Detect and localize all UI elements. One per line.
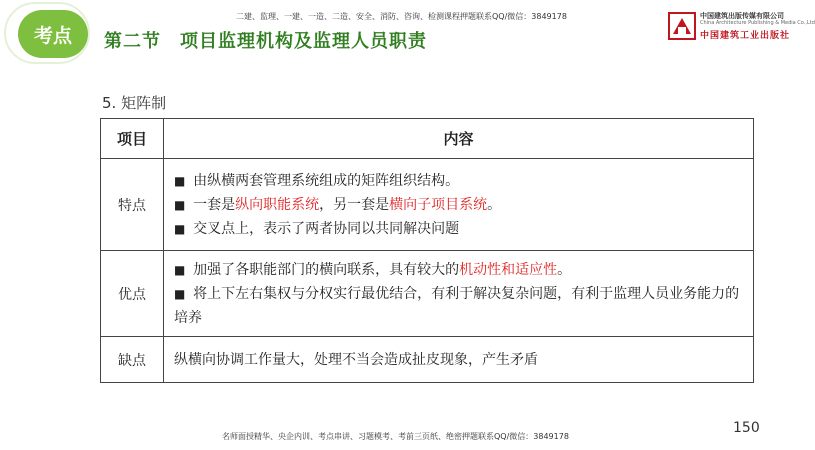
row-label: 优点 bbox=[101, 251, 164, 337]
row-content bbox=[164, 159, 754, 251]
content-line bbox=[174, 217, 743, 241]
content-text: 将上下左右集权与分权实行最优结合，有利于解决复杂问题，有利于监理人员业务能力的培养 bbox=[174, 285, 740, 326]
table-body bbox=[101, 159, 754, 383]
logo-name: 中国建筑出版传媒有限公司 bbox=[700, 12, 784, 20]
bullet-square-icon: ■ bbox=[174, 197, 190, 212]
bullet-square-icon: ■ bbox=[174, 286, 190, 301]
row-label: 缺点 bbox=[101, 337, 164, 383]
highlight-text: 横向子项目系统 bbox=[389, 196, 488, 213]
bullet-square-icon: ■ bbox=[174, 221, 190, 236]
table-row bbox=[101, 337, 754, 383]
content-text: 一套是 bbox=[193, 196, 236, 213]
publisher-logo-icon bbox=[668, 12, 696, 40]
header-item: 项目 bbox=[101, 119, 164, 159]
table-header-row bbox=[101, 119, 754, 159]
logo-english: China Architecture Publishing & Media Co.,Ltd bbox=[700, 20, 815, 26]
page-number: 150 bbox=[733, 420, 760, 436]
bullet-square-icon: ■ bbox=[174, 262, 190, 277]
table-row bbox=[101, 251, 754, 337]
highlight-text: 机动性和适应性 bbox=[459, 261, 558, 278]
subhead: 5. 矩阵制 bbox=[102, 94, 167, 112]
content-line bbox=[174, 169, 743, 193]
content-text: 。 bbox=[557, 261, 572, 278]
header-content: 内容 bbox=[164, 119, 754, 159]
top-note: 二建、监理、一建、一造、二造、安全、消防、咨询、检测课程押题联系QQ/微信：3849178 bbox=[236, 12, 567, 21]
content-line bbox=[174, 348, 743, 372]
content-text: 加强了各职能部门的横向联系，具有较大的 bbox=[193, 261, 460, 278]
matrix-table bbox=[100, 118, 754, 383]
row-content bbox=[164, 337, 754, 383]
content-text: 纵横向协调工作量大，处理不当会造成扯皮现象，产生矛盾 bbox=[174, 351, 538, 368]
bottom-note: 名师面授精华、央企内训、考点串讲、习题模考、考前三页纸、绝密押题联系QQ/微信：3849178 bbox=[222, 432, 569, 441]
row-label: 特点 bbox=[101, 159, 164, 251]
content-text: 。 bbox=[487, 196, 502, 213]
content-line bbox=[174, 258, 743, 282]
highlight-text: 纵向职能系统 bbox=[235, 196, 320, 213]
row-content bbox=[164, 251, 754, 337]
publisher-logo bbox=[668, 8, 815, 44]
bullet-square-icon: ■ bbox=[174, 173, 190, 188]
content-text: 交叉点上，表示了两者协同以共同解决问题 bbox=[193, 220, 460, 237]
badge-text: 考点 bbox=[33, 24, 72, 47]
topic-badge bbox=[18, 10, 88, 58]
content-text: ，另一套是 bbox=[319, 196, 390, 213]
content-text: 由纵横两套管理系统组成的矩阵组织结构。 bbox=[193, 172, 460, 189]
table-row bbox=[101, 159, 754, 251]
logo-press: 中国建筑工业出版社 bbox=[700, 31, 791, 41]
section-title: 第二节 项目监理机构及监理人员职责 bbox=[104, 31, 427, 52]
content-line bbox=[174, 282, 743, 330]
content-line bbox=[174, 193, 743, 217]
